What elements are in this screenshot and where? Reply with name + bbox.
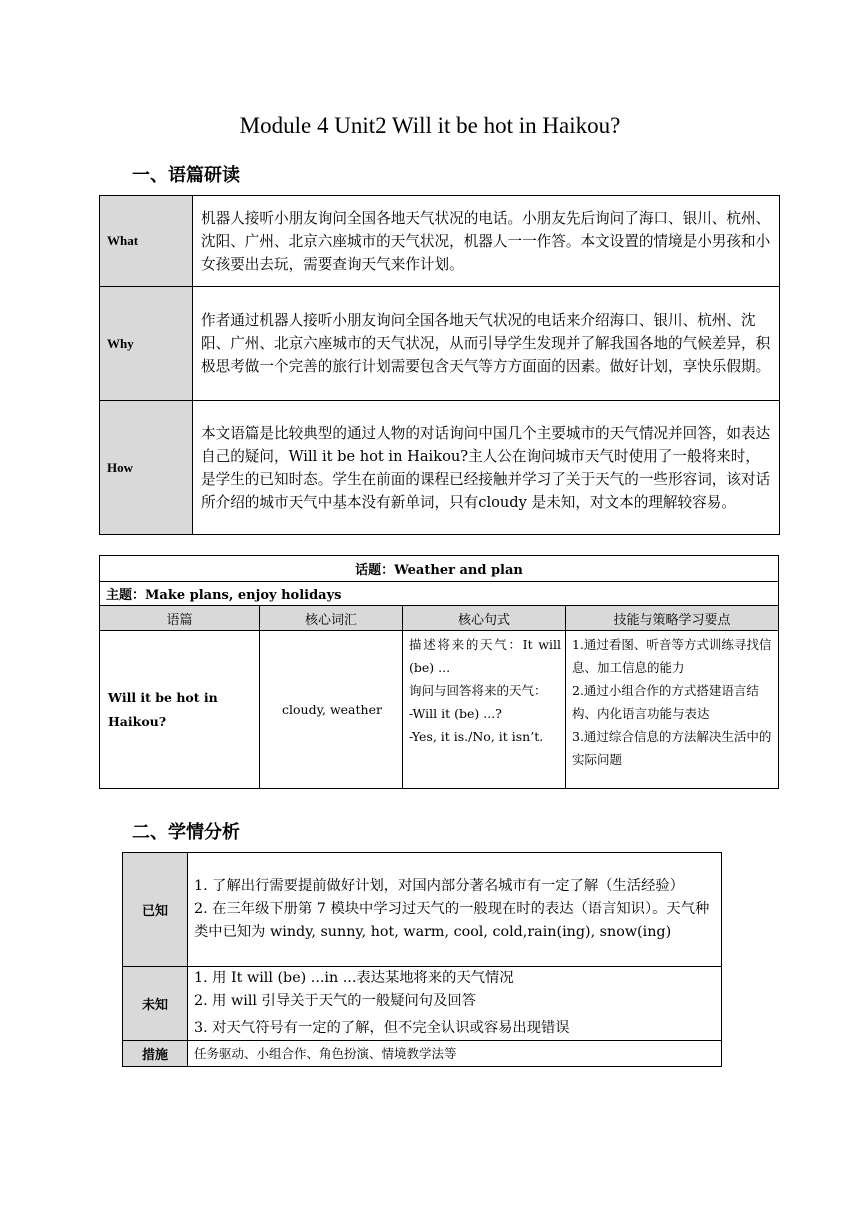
document-title: Module 4 Unit2 Will it be hot in Haikou?	[239, 113, 621, 138]
row-label-how: How	[100, 401, 193, 535]
sentence-line: 询问与回答将来的天气：	[409, 683, 547, 698]
row-content-why: 作者通过机器人接听小朋友询问全国各地天气状况的电话来介绍海口、银川、杭州、沈阳、广州、北京六座城市的天气状况，从而引导学生发现并了解我国各地的气候差异，积极思考做一个完善的旅行计划需要包含天气等方方面面的因素。做好计划，享快乐假期。	[193, 287, 780, 401]
sentence-line: -Will it (be) ...?	[409, 706, 502, 721]
unknown-line: 2. 用 will 引导关于天气的一般疑问句及回答	[194, 993, 476, 1009]
topic-row: 话题：Weather and plan	[100, 556, 779, 582]
known-label: 已知	[123, 853, 188, 967]
table-row	[100, 196, 780, 287]
table-row	[100, 401, 780, 535]
row-content-what: 机器人接听小朋友询问全国各地天气状况的电话。小朋友先后询问了海口、银川、杭州、沈阳、广州、北京六座城市的天气状况，机器人一一作答。本文设置的情境是小男孩和小女孩要出去玩，需要查询天气来作计划。	[193, 196, 780, 287]
unknown-content	[188, 967, 722, 1041]
known-line: 2. 在三年级下册第 7 模块中学习过天气的一般现在时的表达（语言知识）。天气种类中已知为 windy, sunny, hot, warm, cool, cold,rain(ing), snow(ing)	[194, 901, 710, 940]
sentence-patterns-cell	[403, 631, 566, 789]
vocabulary-cell: cloudy, weather	[260, 631, 403, 789]
skill-line: 3.通过综合信息的方法解决生活中的实际问题	[572, 729, 772, 767]
measures-content: 任务驱动、小组合作、角色扮演、情境教学法等	[188, 1041, 722, 1067]
sentence-line: 描述将来的天气：It will (be) ...	[409, 637, 561, 675]
row-content-how: 本文语篇是比较典型的通过人物的对话询问中国几个主要城市的天气情况并回答，如表达自己的疑问，Will it be hot in Haikou?主人公在询问城市天气时使用了一般将来时，是学生的已知时态。学生在前面的课程已经接触并学习了关于天气的一些形容词，该对话所介绍的城市天气中基本没有新单词，只有cloudy 是未知，对文本的理解较容易。	[193, 401, 780, 535]
unknown-line: 1. 用 It will (be) ...in ...表达某地将来的天气情况	[194, 970, 514, 986]
theme-row: 主题：Make plans, enjoy holidays	[100, 582, 779, 606]
known-content	[188, 853, 722, 967]
section-heading-learner-analysis: 二、学情分析	[132, 822, 240, 843]
unit-plan-table	[99, 555, 779, 789]
row-label-what: What	[100, 196, 193, 287]
skills-cell	[566, 631, 779, 789]
sentence-line: -Yes, it is./No, it isn’t.	[409, 729, 544, 744]
header-vocabulary: 核心词汇	[260, 606, 403, 631]
unknown-line: 3. 对天气符号有一定的了解，但不完全认识或容易出现错误	[194, 1020, 570, 1036]
unknown-label: 未知	[123, 967, 188, 1041]
known-line: 1. 了解出行需要提前做好计划，对国内部分著名城市有一定了解（生活经验）	[194, 878, 684, 894]
skill-line: 1.通过看图、听音等方式训练寻找信息、加工信息的能力	[572, 637, 772, 675]
skill-line: 2.通过小组合作的方式搭建语言结构、内化语言功能与表达	[572, 683, 759, 721]
lesson-title-cell: Will it be hot in Haikou?	[100, 631, 260, 789]
section-heading-text-study: 一、语篇研读	[132, 165, 240, 186]
table-row	[100, 287, 780, 401]
header-skills: 技能与策略学习要点	[566, 606, 779, 631]
row-label-why: Why	[100, 287, 193, 401]
header-sentences: 核心句式	[403, 606, 566, 631]
text-analysis-table	[99, 195, 780, 535]
learner-analysis-table	[122, 852, 722, 1067]
measures-label: 措施	[123, 1041, 188, 1067]
header-text: 语篇	[100, 606, 260, 631]
